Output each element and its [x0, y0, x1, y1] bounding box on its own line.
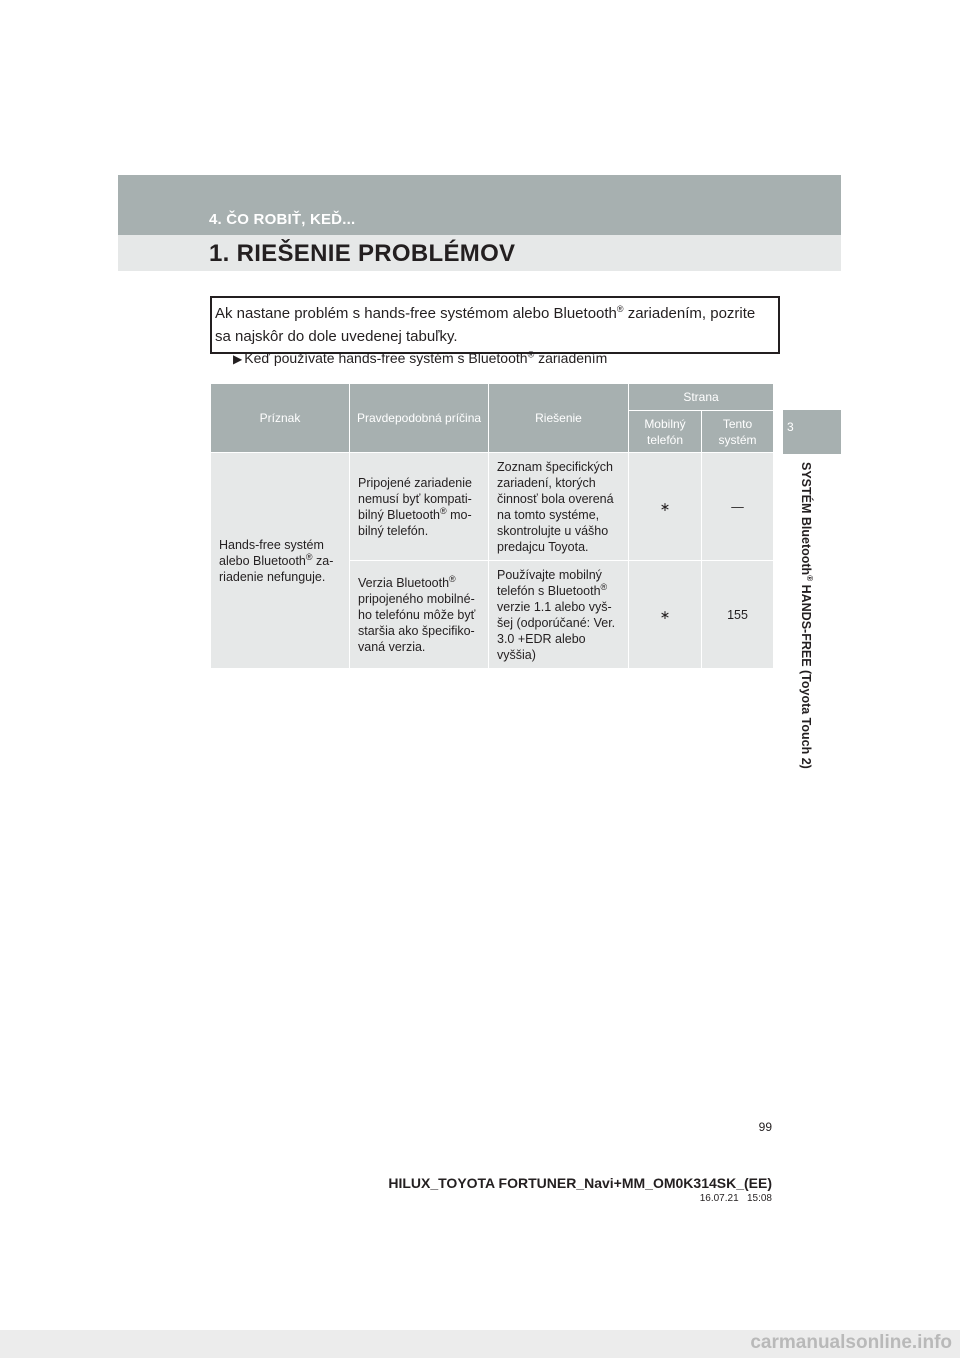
header-symptom: Príznak — [211, 384, 350, 453]
header-page: Strana — [629, 384, 774, 411]
troubleshooting-table — [210, 383, 774, 669]
chapter-number: 3 — [787, 420, 794, 434]
system-page-cell: 155 — [702, 561, 774, 669]
watermark-link[interactable]: carmanualsonline.info — [750, 1332, 952, 1353]
cause-cell: Pripojené zariadenie nemusí byť kompati-bilný Bluetooth® mo-bilný telefón. — [350, 453, 489, 561]
header-mobile: Mobilný telefón — [629, 411, 702, 453]
header-cause: Pravdepodobná príčina — [350, 384, 489, 453]
cause-cell: Verzia Bluetooth® pripojeného mobilné-ho telefónu môže byť staršia ako špecifiko-vaná verzia. — [350, 561, 489, 669]
document-id: HILUX_TOYOTA FORTUNER_Navi+MM_OM0K314SK_(EE) — [388, 1175, 772, 1191]
mobile-page-cell: ∗ — [629, 453, 702, 561]
system-page-cell: — — [702, 453, 774, 561]
page-title: 1. RIEŠENIE PROBLÉMOV — [209, 240, 516, 267]
section-label: 4. ČO ROBIŤ, KEĎ... — [209, 211, 356, 228]
chapter-title-wrap — [798, 462, 814, 792]
chapter-title: SYSTÉM Bluetooth® HANDS-FREE (Toyota Touch 2) — [799, 462, 815, 769]
symptom-cell: Hands-free systém alebo Bluetooth® za-riadenie nefunguje. — [211, 453, 350, 669]
header-solution: Riešenie — [489, 384, 629, 453]
table-row — [211, 453, 774, 561]
intro-note: Ak nastane problém s hands-free systémom alebo Bluetooth® zariadením, pozrite sa najskôr do dole uvedenej tabuľky. — [210, 296, 780, 354]
mobile-page-cell: ∗ — [629, 561, 702, 669]
header-system: Tento systém — [702, 411, 774, 453]
document-timestamp: 16.07.21 15:08 — [699, 1193, 772, 1204]
table-subheading: ▶ Keď používate hands-free systém s Bluetooth® zariadením — [233, 349, 608, 366]
solution-cell: Zoznam špecifických zariadení, ktorých činnosť bola overená na tomto systéme, skontrolujte u vášho predajcu Toyota. — [489, 453, 629, 561]
solution-cell: Používajte mobilný telefón s Bluetooth® verzie 1.1 alebo vyš-šej (odporúčané: Ver. 3.0 +EDR alebo vyššia) — [489, 561, 629, 669]
triangle-bullet-icon: ▶ — [233, 352, 243, 366]
page-number: 99 — [758, 1120, 772, 1134]
